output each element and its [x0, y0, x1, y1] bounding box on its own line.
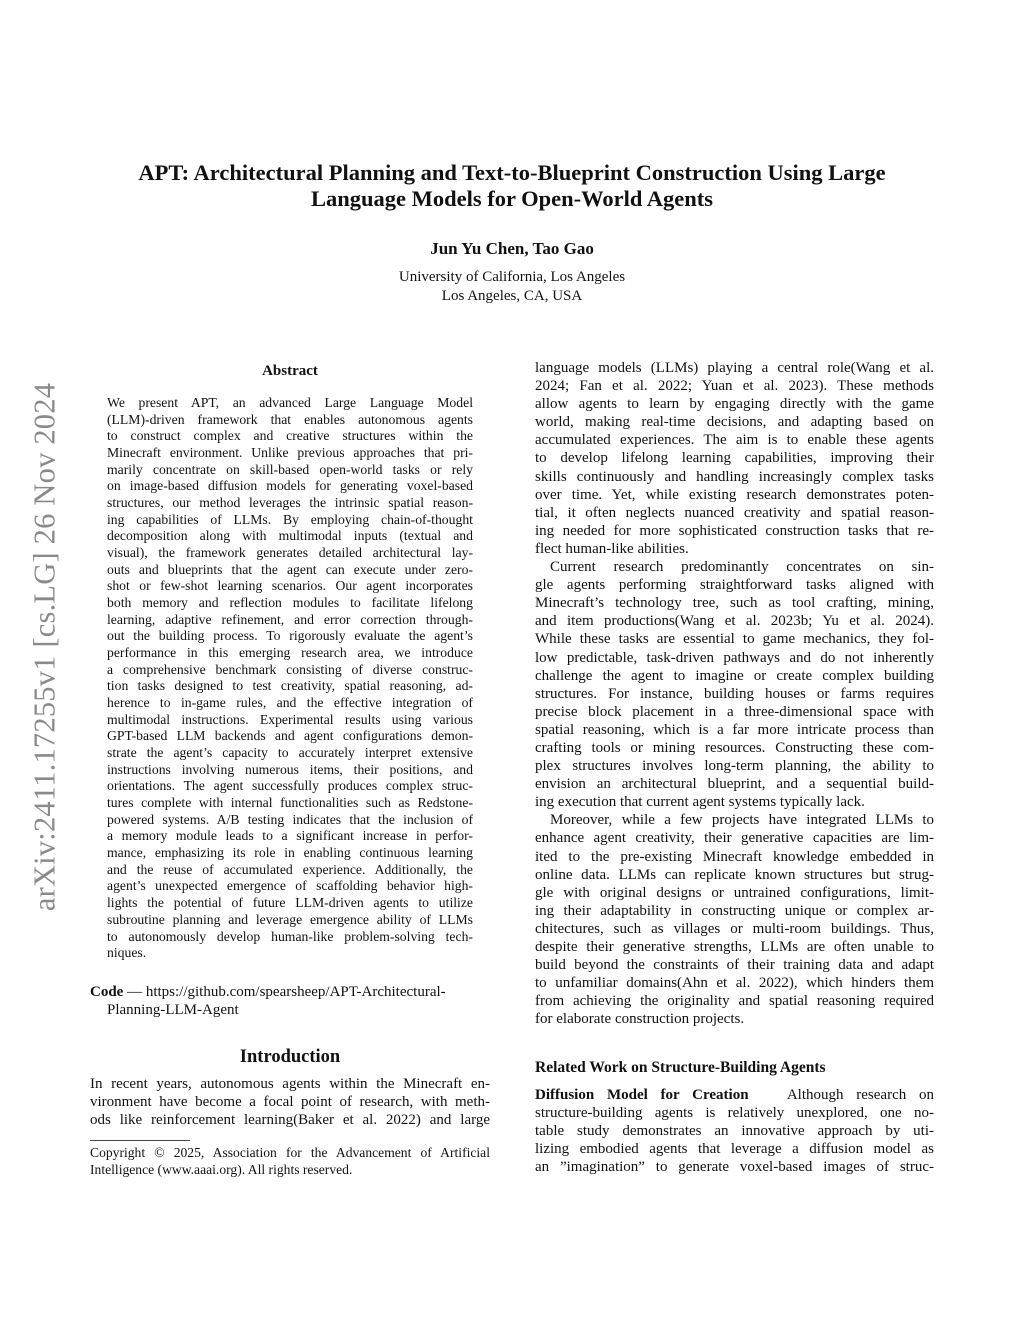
line-text: Although research on — [786, 1087, 934, 1103]
text-line: to autonomously develop human-like problem-solving tech- — [107, 928, 473, 944]
text-line: for elaborate construction projects. — [535, 1011, 745, 1028]
text-line: language models (LLMs) playing a central role(Wang et al. — [535, 360, 934, 376]
text-line: shot or few-shot learning scenarios. Our agent incorporates — [107, 578, 473, 594]
text-line: out the building process. To rigorously evaluate the agent’s — [107, 628, 473, 644]
text-line: outs and blueprints that the agent can execute under zero- — [107, 561, 473, 577]
text-line: build beyond the constraints of their training data and adapt — [535, 957, 934, 974]
text-line: performance in this emerging research area, we introduce — [107, 645, 473, 661]
text-line: ing capabilities of LLMs. By employing chain-of-thought — [107, 511, 473, 527]
code-url[interactable]: https://github.com/spearsheep/APT-Architectural- — [145, 984, 446, 1000]
text-line: herence to in-game rules, and the effective integration of — [107, 695, 473, 711]
text-line: envision an architectural blueprint, and a sequential build- — [535, 776, 934, 793]
paper-title — [60, 160, 964, 212]
code-url-continued[interactable]: Planning-LLM-Agent — [107, 1002, 239, 1018]
diffusion-lines — [535, 1104, 934, 1176]
text-line: on image-based diffusion models for generating voxel-based — [107, 478, 473, 494]
text-line: an ”imagination” to generate voxel-based images of struc- — [535, 1159, 934, 1176]
arxiv-identifier-stamp: arXiv:2411.17255v1 [cs.LG] 26 Nov 2024 — [27, 382, 62, 912]
title-line: APT: Architectural Planning and Text-to-Blueprint Construction Using Large — [138, 160, 886, 185]
text-line: world, making real-time decisions, and adapting based on — [535, 414, 934, 431]
diffusion-paragraph — [535, 1086, 934, 1176]
introduction-heading: Introduction — [239, 1047, 341, 1067]
affiliation — [0, 268, 1024, 306]
text-line: instructions involving numerous items, their positions, and — [107, 761, 473, 777]
text-line: orientations. The agent successfully produces complex struc- — [107, 778, 473, 794]
text-line: ing execution that current agent systems typically lack. — [535, 794, 865, 811]
text-line: challenge the agent to imagine or create complex building — [535, 667, 934, 684]
text-line: marily concentrate on skill-based open-world tasks or rely — [107, 461, 473, 477]
footnote-line: Intelligence (www.aaai.org). All rights reserved. — [90, 1162, 353, 1177]
copyright-footnote — [90, 1144, 490, 1178]
text-line: precise block placement in a three-dimensional space with — [535, 703, 934, 720]
text-line: and item productions(Wang et al. 2023b; Yu et al. 2024). — [535, 613, 934, 630]
text-line: lizing embodied agents that leverage a diffusion model as — [535, 1141, 934, 1158]
text-line: despite their generative strengths, LLMs are often unable to — [535, 939, 934, 955]
text-line: over time. Yet, while existing research demonstrates poten- — [535, 486, 934, 503]
text-line: powered systems. A/B testing indicates that the inclusion of — [107, 811, 473, 827]
text-line: decomposition along with multimodal inputs (textual and — [107, 528, 473, 544]
text-line: vironment have become a focal point of research, with meth- — [90, 1094, 490, 1111]
text-line: In recent years, autonomous agents within the Minecraft en- — [90, 1076, 490, 1092]
text-line: skills continuously and handling increasingly complex tasks — [535, 468, 934, 485]
abstract-body — [107, 395, 473, 962]
text-line: agent’s unexpected emergence of scaffolding behavior high- — [107, 878, 473, 894]
footnote-rule — [90, 1140, 190, 1141]
text-line: from achieving the originality and spatial reasoning required — [535, 993, 934, 1010]
text-line: Current research predominantly concentrates on sin- — [550, 559, 934, 576]
text-line: and the reuse of accumulated experience. Additionally, the — [107, 861, 473, 877]
text-line: lights the potential of future LLM-driven agents to utilize — [107, 895, 473, 911]
text-line: visual), the framework generates detailed architectural lay- — [107, 545, 473, 561]
text-line: spatial reasoning, which is a far more intricate process than — [535, 721, 934, 738]
text-line: ods like reinforcement learning(Baker et al. 2022) and large — [90, 1112, 490, 1129]
text-line: tion tasks designed to test creativity, spatial reasoning, ad- — [107, 678, 473, 694]
text-line: to construct complex and creative structures within the — [107, 428, 473, 444]
text-line: ing needed for more sophisticated construction tasks that re- — [535, 522, 934, 539]
text-line: structures, our method leverages the intrinsic spatial reason- — [107, 495, 473, 511]
introduction-body — [90, 1075, 490, 1129]
text-line: ing their adaptability in constructing unique or complex ar- — [535, 902, 934, 919]
text-line: tial, it often neglects nuanced creativity and spatial reason- — [535, 504, 934, 521]
abstract-heading: Abstract — [262, 363, 318, 379]
footnote-line: Copyright © 2025, Association for the Advancement of Artificial — [90, 1145, 490, 1160]
text-line: We present APT, an advanced Large Language Model — [107, 395, 473, 410]
text-line: a comprehensive benchmark consisting of diverse construc- — [107, 661, 473, 677]
text-line: ited to the pre-existing Minecraft knowledge embedded in — [535, 848, 934, 865]
text-line: gle with original designs or untrained configurations, limit- — [535, 884, 934, 901]
text-line: enhance agent creativity, their generative capacities are lim- — [535, 830, 934, 847]
text-line: to develop lifelong learning capabilities, improving their — [535, 450, 934, 467]
text-line: structure-building agents is relatively unexplored, one no- — [535, 1105, 934, 1122]
text-line: multimodal instructions. Experimental results using various — [107, 711, 473, 727]
code-separator: — — [123, 984, 146, 1000]
text-line: Minecraft’s technology tree, such as tool crafting, mining, — [535, 595, 934, 612]
text-line: table study demonstrates an innovative approach by uti- — [535, 1123, 934, 1140]
text-line: strate the agent’s capacity to accurately interpret extensive — [107, 745, 473, 761]
code-label: Code — [90, 984, 124, 1000]
text-line: GPT-based LLM backends and agent configurations demon- — [107, 728, 473, 744]
code-link-block — [90, 983, 490, 1019]
affiliation-line: University of California, Los Angeles — [398, 269, 626, 285]
text-line: chitectures, such as villages or multi-room buildings. Thus, — [535, 920, 934, 937]
run-in-heading: Diffusion Model for Creation — [535, 1087, 749, 1103]
paragraph-line — [535, 1086, 934, 1104]
text-line: Moreover, while a few projects have integrated LLMs to — [550, 812, 934, 829]
text-line: a memory module leads to a significant increase in perfor- — [107, 828, 473, 844]
text-line: plex structures involves long-term planning, the ability to — [535, 758, 934, 775]
text-line: gle agents performing straightforward tasks aligned with — [535, 577, 934, 594]
text-line: to unfamiliar domains(Ahn et al. 2022), which hinders them — [535, 975, 934, 992]
affiliation-line: Los Angeles, CA, USA — [441, 288, 583, 304]
text-line: niques. — [107, 945, 147, 961]
text-line: tures complete with internal functionalities such as Redstone- — [107, 795, 473, 811]
right-column-body — [535, 359, 934, 1028]
text-line: online data. LLMs can replicate known structures but strug- — [535, 866, 934, 883]
text-line: subroutine planning and leverage emergence ability of LLMs — [107, 911, 473, 927]
text-line: While these tasks are essential to game mechanics, they fol- — [535, 631, 934, 648]
text-line: (LLM)-driven framework that enables autonomous agents — [107, 411, 473, 427]
text-line: crafting tools or mining resources. Constructing these com- — [535, 739, 934, 756]
text-line: structures. For instance, building houses or farms requires — [535, 685, 934, 702]
title-line: Language Models for Open-World Agents — [310, 186, 714, 211]
text-line: allow agents to learn by engaging directly with the game — [535, 396, 934, 413]
related-work-heading: Related Work on Structure-Building Agents — [535, 1059, 826, 1076]
text-line: accumulated experiences. The aim is to enable these agents — [535, 432, 934, 449]
text-line: flect human-like abilities. — [535, 540, 689, 557]
text-line: Minecraft environment. Unlike previous approaches that pri- — [107, 445, 473, 461]
text-line: low predictable, task-driven pathways and do not inherently — [535, 649, 934, 666]
text-line: both memory and reflection modules to facilitate lifelong — [107, 595, 473, 611]
authors: Jun Yu Chen, Tao Gao — [430, 239, 594, 258]
text-line: learning, adaptive refinement, and error correction through- — [107, 611, 473, 627]
text-line: 2024; Fan et al. 2022; Yuan et al. 2023). These methods — [535, 378, 934, 395]
text-line: mance, emphasizing its role in enabling continuous learning — [107, 845, 473, 861]
